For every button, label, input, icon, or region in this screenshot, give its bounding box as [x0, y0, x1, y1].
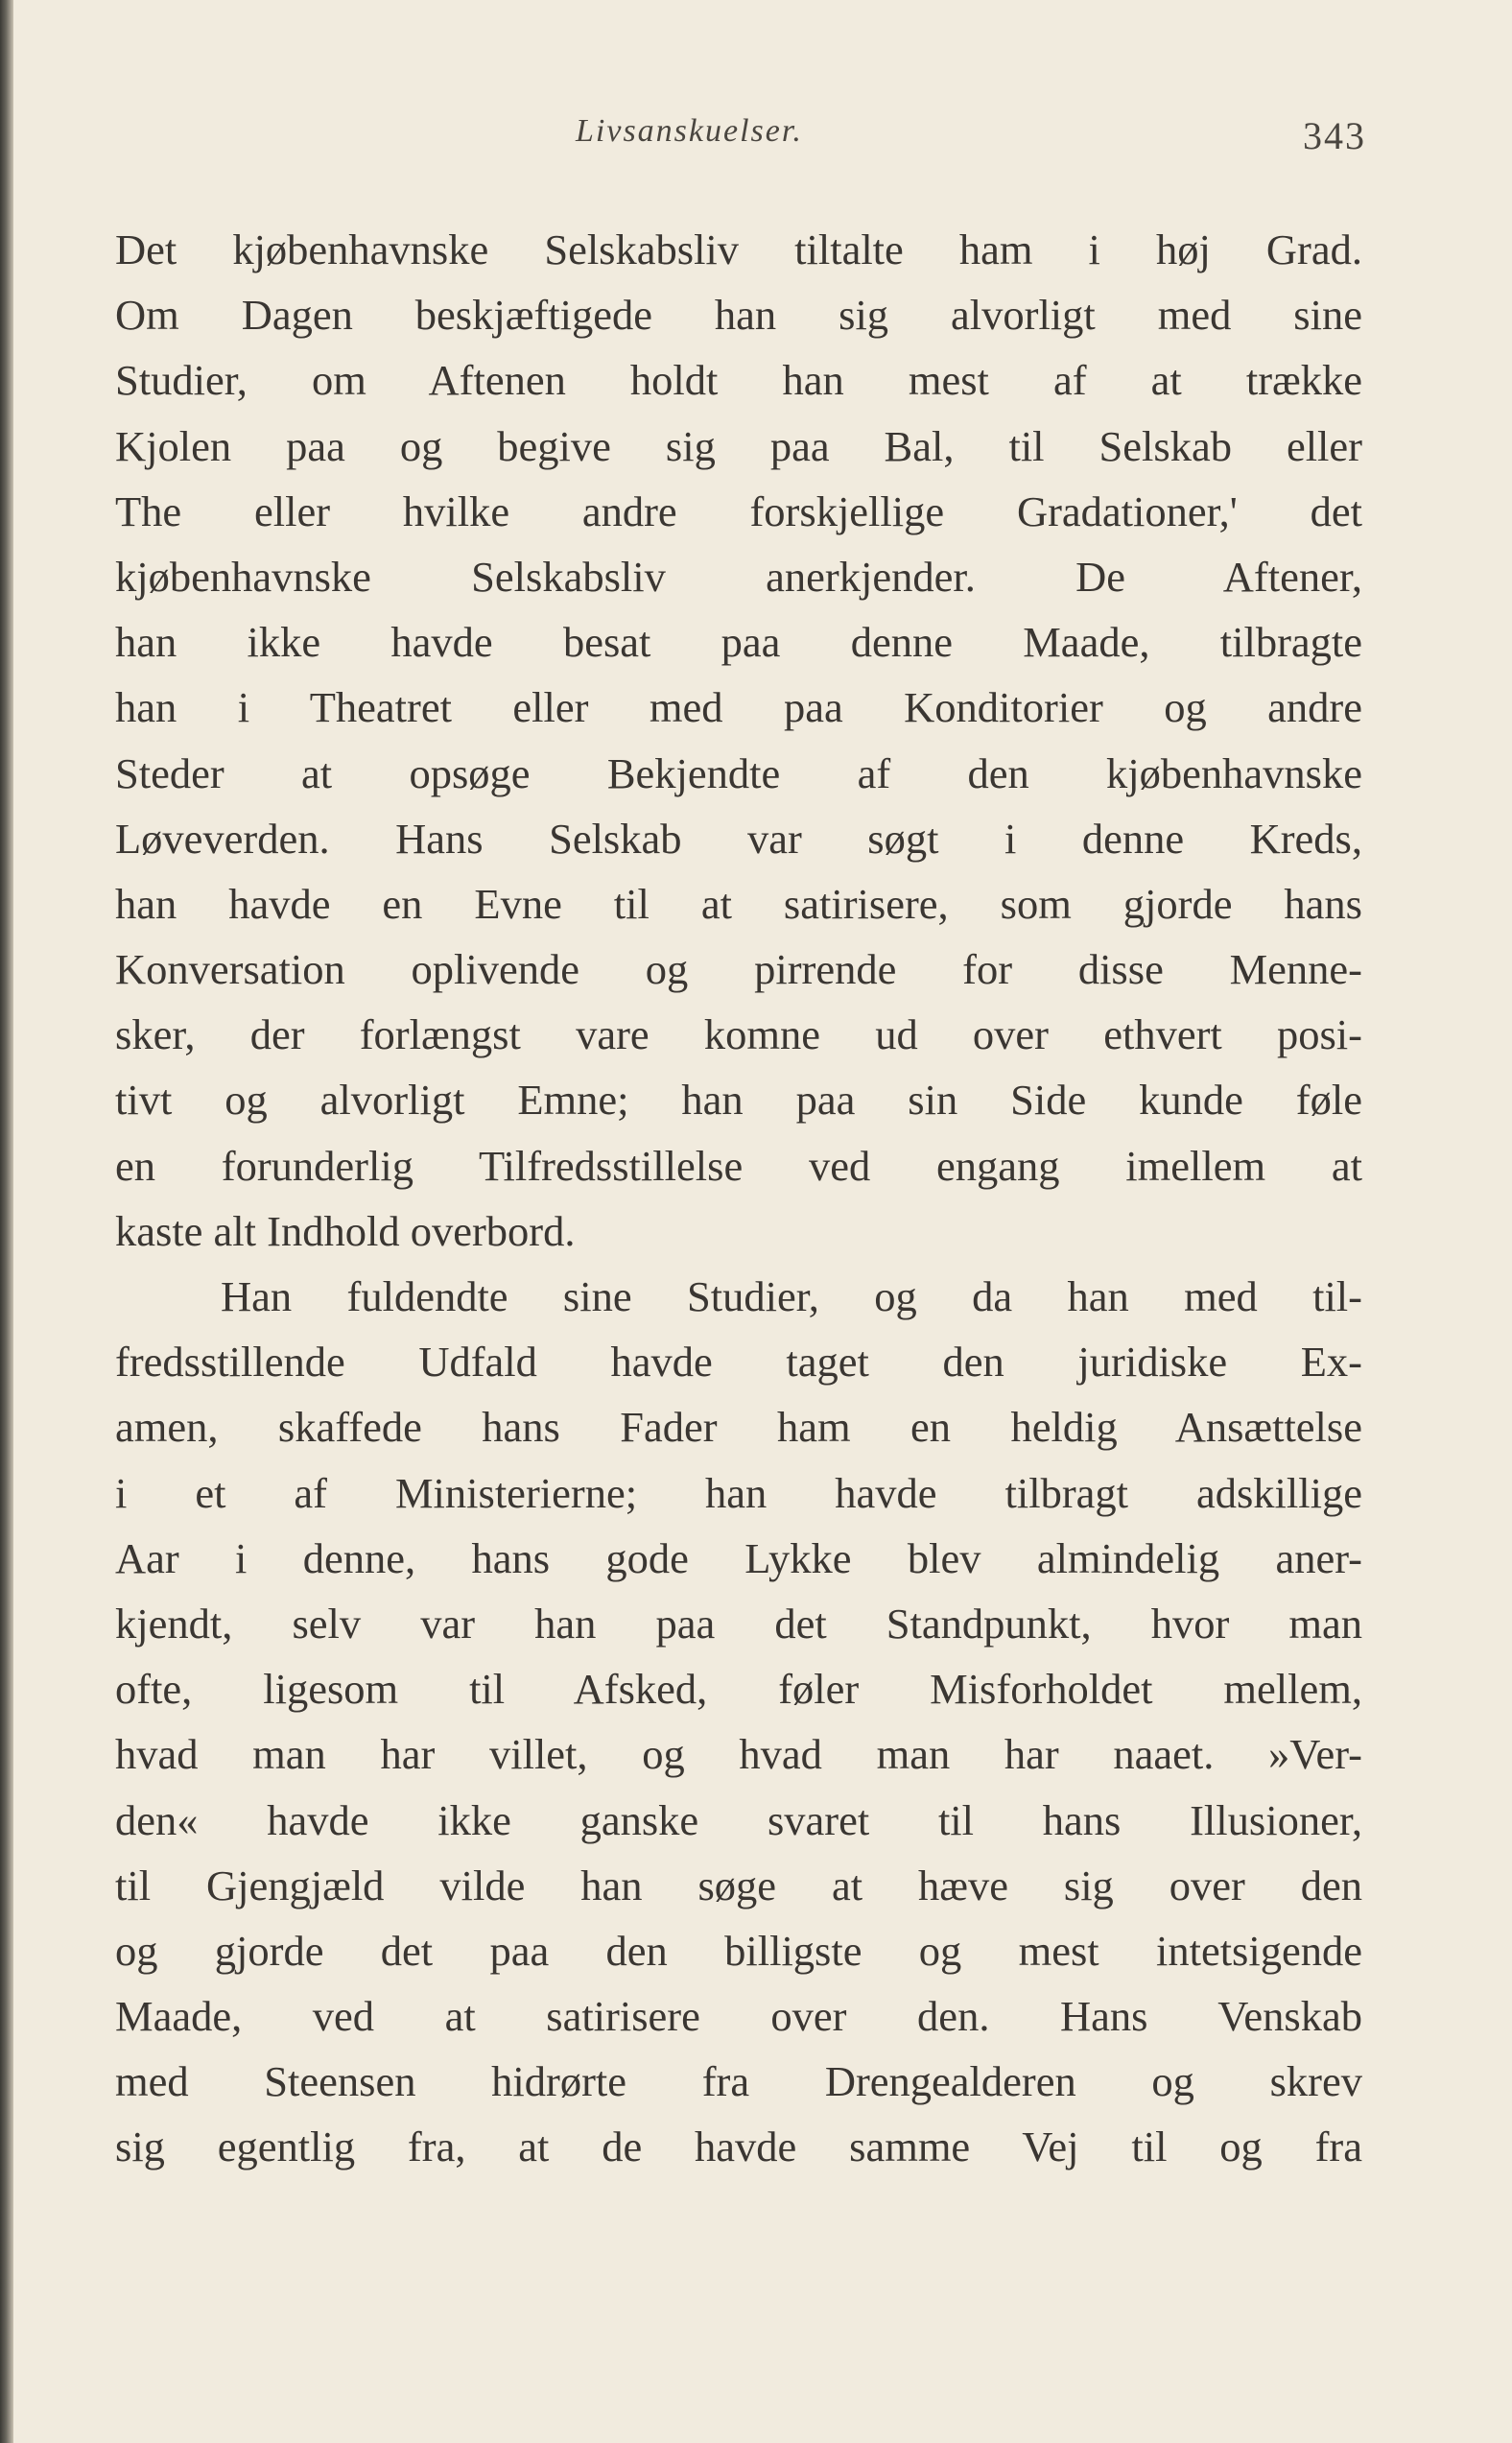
text-line: Løveverden. Hans Selskab var søgt i denne Kreds, — [115, 814, 1362, 863]
text-line: Studier, om Aftenen holdt han mest af at trække — [115, 356, 1362, 405]
text-line: Steder at opsøge Bekjendte af den kjøbenhavnske — [115, 748, 1362, 797]
running-head — [115, 113, 1366, 171]
text-line: amen, skaffede hans Fader ham en heldig Ansættelse — [115, 1403, 1362, 1452]
text-line: til Gjengjæld vilde han søge at hæve sig over den — [115, 1861, 1362, 1909]
text-line: han havde en Evne til at satirisere, som gjorde hans — [115, 879, 1362, 928]
text-line: Det kjøbenhavnske Selskabsliv tiltalte ham i høj Grad. — [115, 225, 1362, 273]
running-title: Livsanskuelser. — [576, 113, 803, 149]
paragraph-start-line: Han fuldendte sine Studier, og da han med til- — [221, 1272, 1362, 1320]
text-line: The eller hvilke andre forskjellige Gradationer,' det — [115, 486, 1362, 535]
text-line: og gjorde det paa den billigste og mest intetsigende — [115, 1926, 1362, 1975]
paragraph-end-line: kaste alt Indhold overbord. — [115, 1206, 576, 1255]
text-line: den« havde ikke ganske svaret til hans Illusioner, — [115, 1795, 1362, 1844]
text-line: kjøbenhavnske Selskabsliv anerkjender. De Aftener, — [115, 552, 1362, 601]
body-text — [115, 217, 1362, 2180]
text-line: fredsstillende Udfald havde taget den juridiske Ex- — [115, 1338, 1362, 1387]
text-line: ofte, ligesom til Afsked, føler Misforholdet mellem, — [115, 1665, 1362, 1714]
text-line: en forunderlig Tilfredsstillelse ved engang imellem at — [115, 1141, 1362, 1190]
text-line: med Steensen hidrørte fra Drengealderen og skrev — [115, 2057, 1362, 2106]
text-line: Aar i denne, hans gode Lykke blev almindelig aner- — [115, 1533, 1362, 1582]
text-line: hvad man har villet, og hvad man har naaet. »Ver- — [115, 1730, 1362, 1779]
page-number: 343 — [1303, 114, 1366, 157]
text-line: han i Theatret eller med paa Konditorier og andre — [115, 683, 1362, 732]
text-line: Konversation oplivende og pirrende for disse Menne- — [115, 945, 1362, 994]
text-line: sig egentlig fra, at de havde samme Vej til og fra — [115, 2123, 1362, 2171]
text-line: kjendt, selv var han paa det Standpunkt, hvor man — [115, 1599, 1362, 1648]
text-line: han ikke havde besat paa denne Maade, tilbragte — [115, 618, 1362, 667]
text-line: tivt og alvorligt Emne; han paa sin Side kunde føle — [115, 1076, 1362, 1125]
binding-edge — [0, 0, 13, 2443]
text-line: sker, der forlængst vare komne ud over ethvert posi- — [115, 1010, 1362, 1059]
text-line: Om Dagen beskjæftigede han sig alvorligt med sine — [115, 291, 1362, 340]
text-line: i et af Ministerierne; han havde tilbragt adskillige — [115, 1468, 1362, 1517]
text-line: Maade, ved at satirisere over den. Hans Venskab — [115, 1992, 1362, 2041]
text-line: Kjolen paa og begive sig paa Bal, til Selskab eller — [115, 421, 1362, 470]
